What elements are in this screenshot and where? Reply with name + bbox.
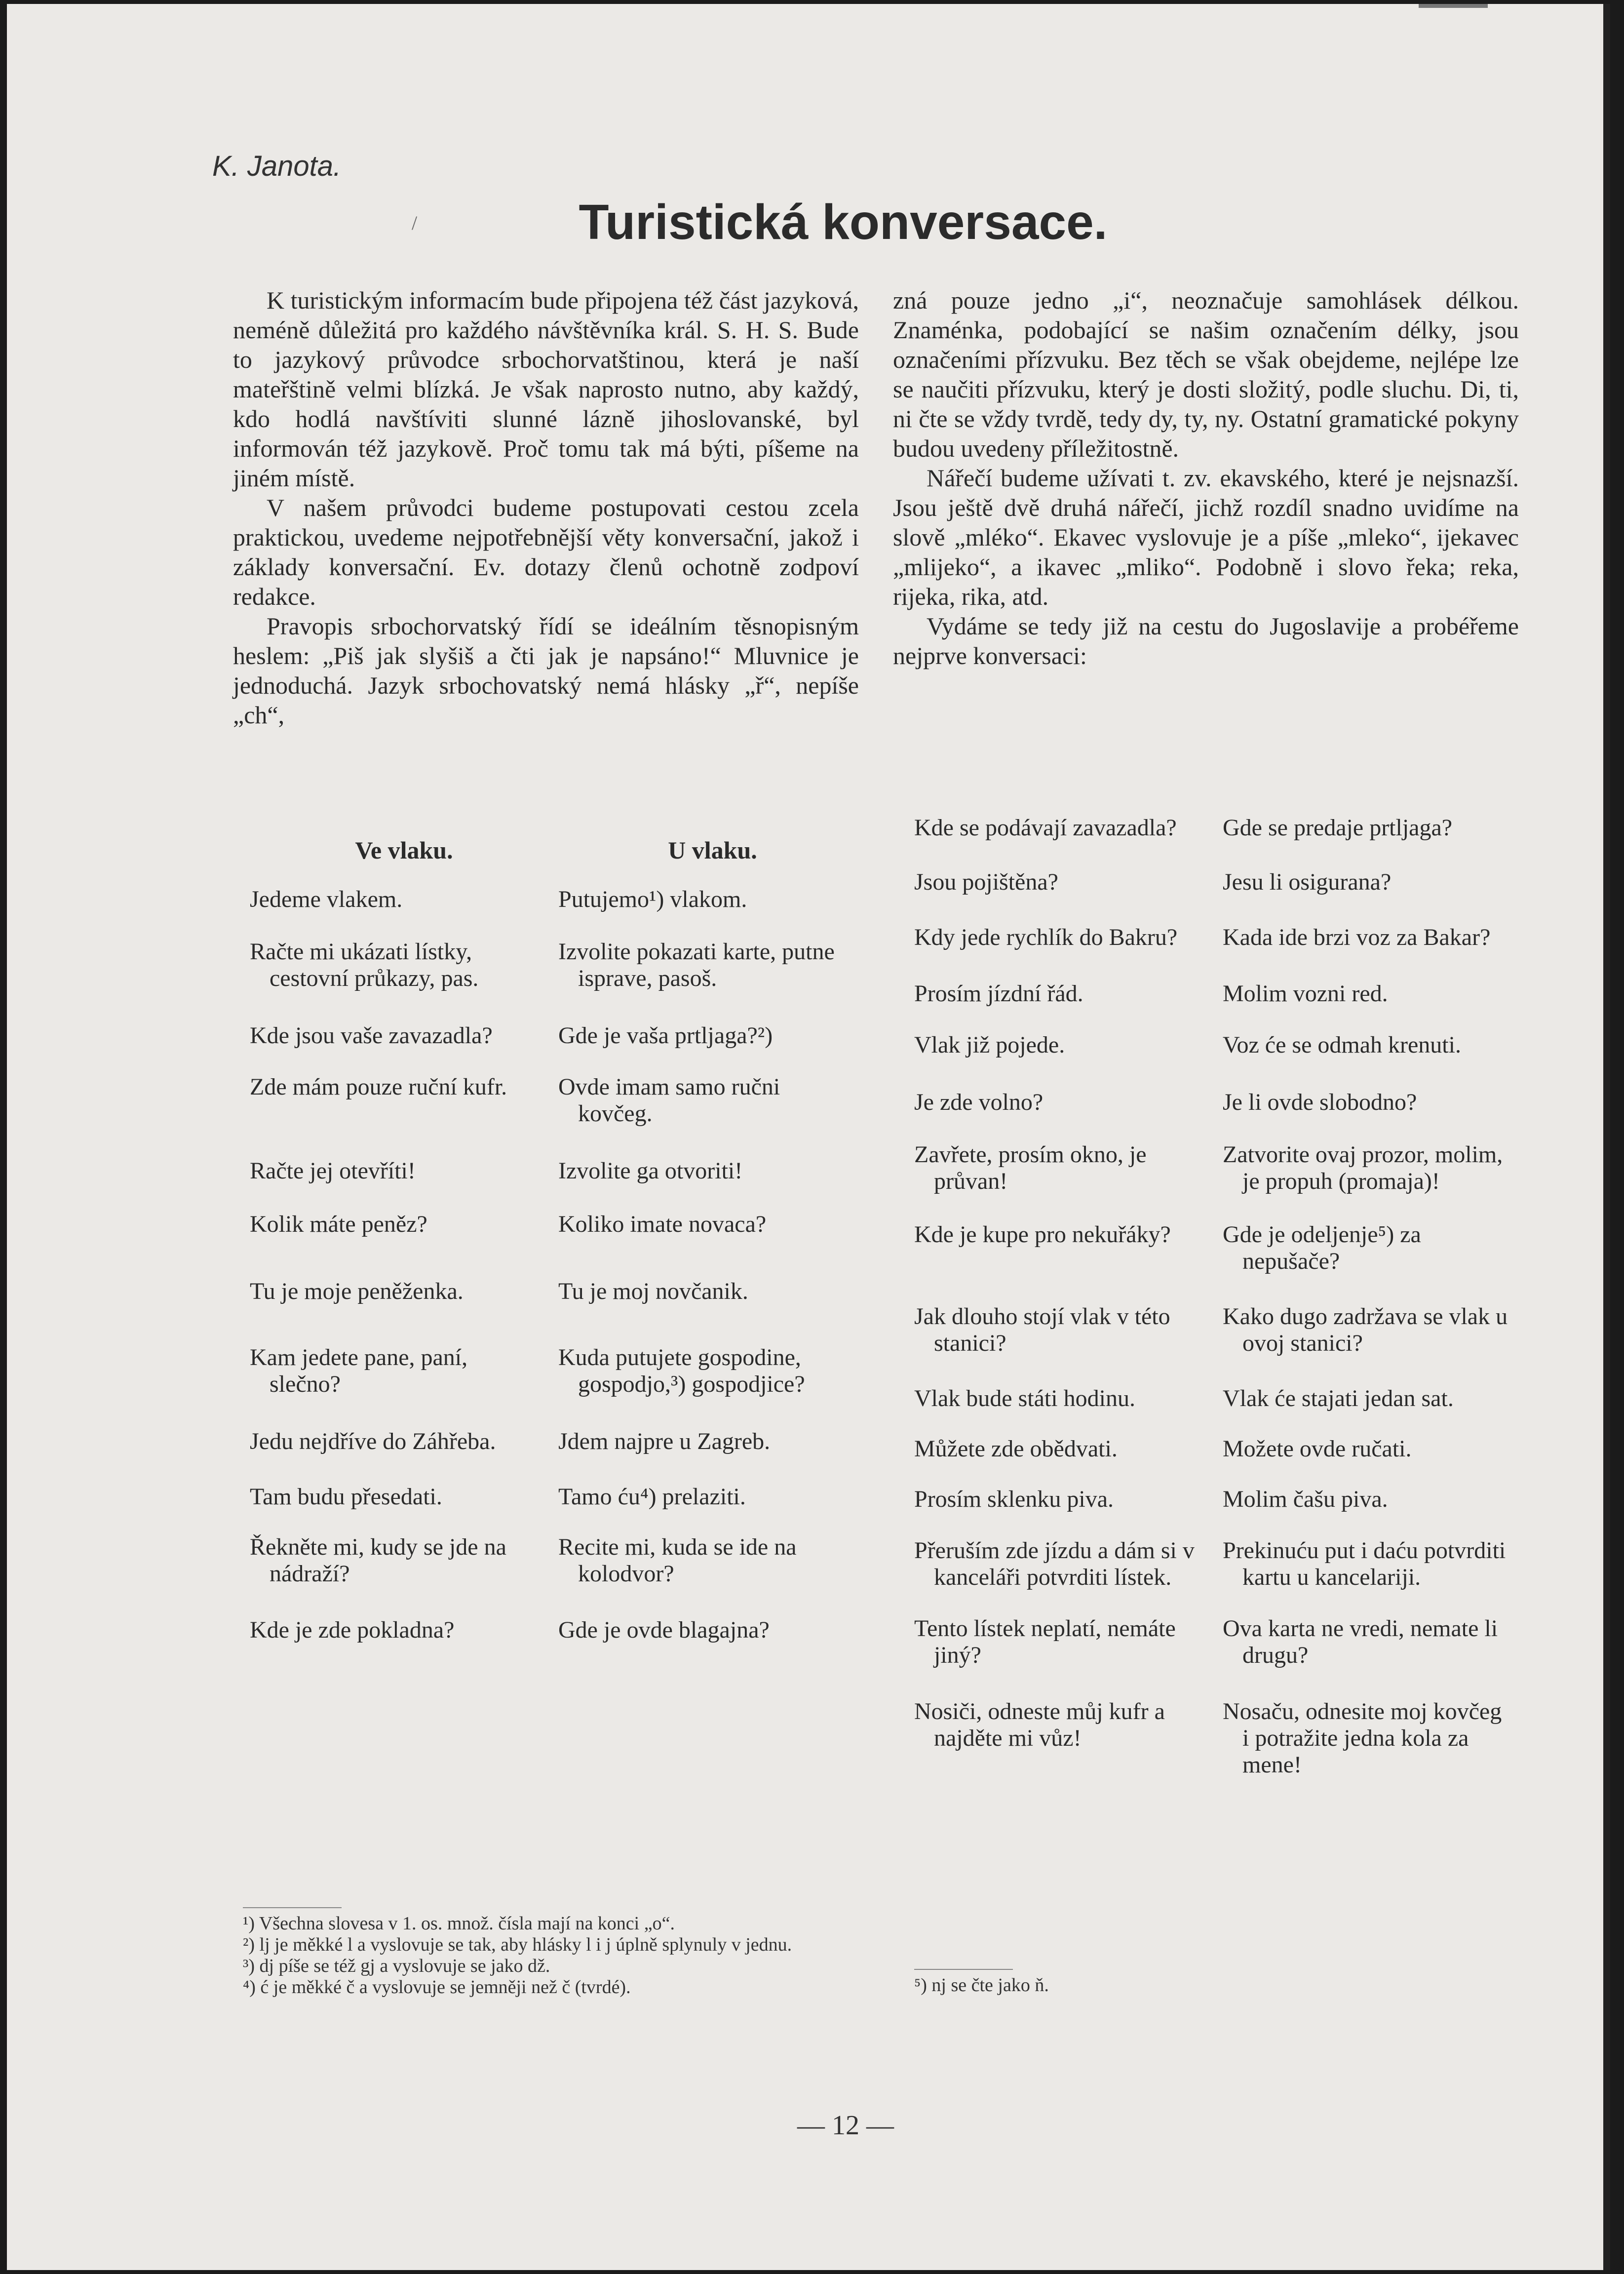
phrase-serbocroatian <box>558 886 850 913</box>
phrase-czech <box>250 1428 541 1455</box>
phrase-serbocroatian <box>1223 980 1514 1007</box>
phrase-czech <box>914 1615 1205 1669</box>
phrase-text: Je zde volno? <box>914 1089 1044 1115</box>
phrase-serbocroatian <box>558 1484 850 1510</box>
phrase-czech <box>250 1484 541 1510</box>
phrase-text: Řekněte mi, kudy se jde na nádraží? <box>250 1534 506 1587</box>
phrase-czech <box>250 1158 541 1184</box>
phrase-text: Vlak će stajati jedan sat. <box>1223 1385 1454 1411</box>
footnote: ²) lj je měkké l a vyslovuje se tak, aby hlásky l i j úplně splynuly v jednu. <box>243 1934 792 1955</box>
intro-column-2 <box>893 285 1519 670</box>
phrase-czech <box>250 1344 541 1398</box>
phrase-czech <box>914 1032 1205 1059</box>
phrase-text: Recite mi, kuda se ide na kolodvor? <box>558 1534 797 1587</box>
phrase-serbocroatian <box>558 1074 850 1127</box>
phrase-text: Kde jsou vaše zavazadla? <box>250 1022 493 1049</box>
phrase-row <box>250 1344 867 1398</box>
phrase-text: Voz će se odmah krenuti. <box>1223 1032 1461 1058</box>
paragraph: zná pouze jedno „i“, neoznačuje samohlásek délkou. Znaménka, podobající se našim označením délky, jsou označeními přízvuku. Bez těch se však obejdeme, nejlépe lze se naučiti přízvuku, který je dosti složitý, podle sluchu. Di, ti, ni čte se vždy tvrdě, tedy dy, ty, ny. Ostatní gramatické pokyny budou uvedeny příležitostně. <box>893 286 1519 462</box>
footnote-rule <box>243 1907 342 1908</box>
phrase-row <box>250 1022 867 1049</box>
phrase-serbocroatian <box>558 1344 850 1398</box>
phrase-text: Gde je vaša prtljaga?²) <box>558 1022 773 1049</box>
phrase-text: Tento lístek neplatí, nemáte jiný? <box>914 1615 1176 1668</box>
footnote-rule <box>914 1969 1013 1970</box>
phrase-czech <box>914 815 1205 841</box>
phrase-serbocroatian <box>1223 1486 1514 1513</box>
author: K. Janota. <box>212 150 342 182</box>
phrase-row <box>250 886 867 913</box>
phrase-text: Jesu li osigurana? <box>1223 869 1392 895</box>
table-header <box>250 801 867 870</box>
phrase-text: Izvolite pokazati karte, putne isprave, pasoš. <box>558 939 835 991</box>
phrase-text: Možete ovde ručati. <box>1223 1436 1412 1462</box>
phrase-serbocroatian <box>1223 1032 1514 1059</box>
phrase-row <box>250 1158 867 1184</box>
phrase-text: Molim čašu piva. <box>1223 1486 1388 1512</box>
phrase-table-left <box>250 801 867 1644</box>
footnote: ⁵) nj se čte jako ň. <box>914 1975 1049 1996</box>
phrase-text: Nosiči, odneste můj kufr a najděte mi vůz! <box>914 1698 1165 1751</box>
phrase-czech <box>250 1074 541 1127</box>
phrase-czech <box>914 1089 1205 1116</box>
phrase-text: Gde se predaje prtljaga? <box>1223 815 1453 841</box>
phrase-czech <box>914 1537 1205 1591</box>
page <box>7 4 1610 2270</box>
phrase-czech <box>250 939 541 992</box>
phrase-text: Jsou pojištěna? <box>914 869 1058 895</box>
phrase-serbocroatian <box>1223 1089 1514 1116</box>
phrase-row <box>250 1278 867 1305</box>
stray-mark: / <box>412 212 418 234</box>
footnotes-right <box>914 1969 1309 1996</box>
phrase-serbocroatian <box>558 1022 850 1049</box>
phrase-row <box>250 1428 867 1455</box>
phrase-text: Prekinuću put i daću potvrditi kartu u kancelariji. <box>1223 1537 1506 1590</box>
paragraph: V našem průvodci budeme postupovati cestou zcela praktickou, uvedeme nejpotřebnější věty konversační, jakož i základy konversační. Ev. dotazy členů ochotně zodpoví redakce. <box>233 494 859 610</box>
phrase-row <box>914 980 1531 1007</box>
phrase-row <box>914 1141 1531 1195</box>
phrase-text: Jdem najpre u Zagreb. <box>558 1428 771 1454</box>
phrase-serbocroatian <box>1223 924 1514 951</box>
phrase-row <box>250 1484 867 1510</box>
phrase-serbocroatian <box>558 1211 850 1238</box>
phrase-text: Přeruším zde jízdu a dám si v kanceláři potvrditi lístek. <box>914 1537 1195 1590</box>
phrase-row <box>250 1074 867 1127</box>
page-edge <box>1603 4 1610 2270</box>
phrase-text: Kdy jede rychlík do Bakru? <box>914 924 1178 950</box>
phrase-text: Prosím jízdní řád. <box>914 980 1083 1007</box>
phrase-row <box>250 1617 867 1644</box>
phrase-text: Kde je zde pokladna? <box>250 1617 455 1643</box>
phrase-text: Kam jedete pane, paní, slečno? <box>250 1344 468 1397</box>
phrase-text: Račte jej otevříti! <box>250 1158 416 1184</box>
phrase-czech <box>250 886 541 913</box>
paragraph: K turistickým informacím bude připojena též část jazyková, neméně důležitá pro každého návštěvníka král. S. H. S. Bude to jazykový průvodce srbochorvatštinou, která je naší mateřštině velmi blízká. Je však naprosto nutno, aby každý, kdo hodlá navštíviti slunné lázně jihoslovanské, byl informován též jazykově. Proč tomu tak má býti, píšeme na jiném místě. <box>233 286 859 492</box>
page-number: — 12 — <box>797 2110 894 2141</box>
phrase-serbocroatian <box>558 1278 850 1305</box>
footnote: ³) dj píše se též gj a vyslovuje se jako dž. <box>243 1956 550 1976</box>
phrase-text: Kada ide brzi voz za Bakar? <box>1223 924 1491 950</box>
phrase-serbocroatian <box>1223 869 1514 896</box>
phrase-table-right <box>914 790 1531 1778</box>
header-serbocroatian: U vlaku. <box>668 836 757 864</box>
phrase-text: Je li ovde slobodno? <box>1223 1089 1417 1115</box>
phrase-text: Kde je kupe pro nekuřáky? <box>914 1221 1171 1248</box>
phrase-row <box>250 1211 867 1238</box>
phrase-text: Gde je odeljenje⁵) za nepušače? <box>1223 1221 1421 1274</box>
phrase-czech <box>914 869 1205 896</box>
phrase-serbocroatian <box>1223 1303 1514 1357</box>
phrase-serbocroatian <box>1223 815 1514 841</box>
paragraph: Nářečí budeme užívati t. zv. ekavského, které je nejsnazší. Jsou ještě dvě druhá nářečí, jichž rozdíl snadno uvidíme na slově „mléko“. Ekavec vyslovuje je a píše „mleko“, ijekavec „mlijeko“, a ikavec „mliko“. Podobně i slovo řeka; reka, rijeka, rika, atd. <box>893 464 1519 610</box>
phrase-text: Kolik máte peněz? <box>250 1211 427 1237</box>
phrase-serbocroatian <box>558 1534 850 1587</box>
phrase-text: Tam budu přesedati. <box>250 1484 442 1510</box>
phrase-czech <box>914 1141 1205 1195</box>
header-czech: Ve vlaku. <box>355 836 453 864</box>
phrase-row <box>914 1303 1531 1357</box>
phrase-text: Kako dugo zadržava se vlak u ovoj stanici? <box>1223 1303 1508 1356</box>
phrase-row <box>914 1032 1531 1059</box>
scan-mark <box>1419 4 1488 8</box>
footnotes-left <box>243 1907 870 1998</box>
phrase-row <box>914 1221 1531 1275</box>
phrase-czech <box>250 1211 541 1238</box>
phrase-czech <box>914 1486 1205 1513</box>
phrase-text: Kde se podávají zavazadla? <box>914 815 1177 841</box>
phrase-czech <box>250 1022 541 1049</box>
phrase-text: Izvolite ga otvoriti! <box>558 1158 743 1184</box>
phrase-row <box>914 869 1531 896</box>
phrase-text: Zde mám pouze ruční kufr. <box>250 1074 507 1100</box>
page-title: Turistická konversace. <box>579 195 1108 250</box>
footnote: ⁴) ć je měkké č a vyslovuje se jemněji než č (tvrdé). <box>243 1977 631 1998</box>
phrase-row <box>914 1089 1531 1116</box>
paragraph: Vydáme se tedy již na cestu do Jugoslavije a probéřeme nejprve konversaci: <box>893 612 1519 669</box>
phrase-serbocroatian <box>558 1617 850 1644</box>
phrase-czech <box>250 1617 541 1644</box>
phrase-serbocroatian <box>1223 1436 1514 1462</box>
phrase-text: Tu je moj novčanik. <box>558 1278 748 1304</box>
phrase-text: Jak dlouho stojí vlak v této stanici? <box>914 1303 1170 1356</box>
phrase-serbocroatian <box>1223 1537 1514 1591</box>
footnote: ¹) Všechna slovesa v 1. os. množ. čísla mají na konci „o“. <box>243 1913 675 1934</box>
phrase-text: Můžete zde obědvati. <box>914 1436 1118 1462</box>
phrase-text: Vlak bude státi hodinu. <box>914 1385 1135 1411</box>
phrase-czech <box>914 1436 1205 1462</box>
phrase-serbocroatian <box>1223 1615 1514 1669</box>
phrase-serbocroatian <box>1223 1221 1514 1275</box>
phrase-row <box>914 1385 1531 1412</box>
phrase-text: Nosaču, odnesite moj kovčeg i potražite jedna kola za mene! <box>1223 1698 1502 1778</box>
phrase-serbocroatian <box>1223 1698 1514 1778</box>
phrase-text: Zatvorite ovaj prozor, molim, je propuh (promaja)! <box>1223 1141 1503 1194</box>
phrase-text: Kuda putujete gospodine, gospodjo,³) gospodjice? <box>558 1344 805 1397</box>
phrase-row <box>914 1698 1531 1778</box>
phrase-row <box>914 1486 1531 1513</box>
phrase-text: Zavřete, prosím okno, je průvan! <box>914 1141 1147 1194</box>
phrase-text: Gde je ovde blagajna? <box>558 1617 770 1643</box>
phrase-serbocroatian <box>558 1158 850 1184</box>
phrase-text: Vlak již pojede. <box>914 1032 1065 1058</box>
phrase-czech <box>914 1698 1205 1778</box>
phrase-serbocroatian <box>558 939 850 992</box>
phrase-serbocroatian <box>1223 1141 1514 1195</box>
phrase-row <box>250 939 867 992</box>
phrase-czech <box>914 980 1205 1007</box>
phrase-text: Molim vozni red. <box>1223 980 1388 1007</box>
intro-column-1 <box>233 285 859 730</box>
phrase-czech <box>914 924 1205 951</box>
phrase-czech <box>914 1221 1205 1275</box>
phrase-text: Tu je moje peněženka. <box>250 1278 464 1304</box>
phrase-serbocroatian <box>558 1428 850 1455</box>
phrase-text: Ova karta ne vredi, nemate li drugu? <box>1223 1615 1498 1668</box>
paragraph: Pravopis srbochorvatský řídí se ideálním těsnopisným heslem: „Piš jak slyšiš a čti jak je napsáno!“ Mluvnice je jednoduchá. Jazyk srbochovatský nemá hlásky „ř“, nepíše „ch“, <box>233 612 859 729</box>
phrase-text: Koliko imate novaca? <box>558 1211 767 1237</box>
phrase-text: Tamo ću⁴) prelaziti. <box>558 1484 746 1510</box>
phrase-row <box>914 1436 1531 1462</box>
phrase-text: Račte mi ukázati lístky, cestovní průkazy, pas. <box>250 939 479 991</box>
phrase-text: Jedu nejdříve do Záhřeba. <box>250 1428 496 1454</box>
phrase-czech <box>914 1303 1205 1357</box>
phrase-czech <box>914 1385 1205 1412</box>
phrase-czech <box>250 1534 541 1587</box>
phrase-text: Prosím sklenku piva. <box>914 1486 1114 1512</box>
phrase-text: Jedeme vlakem. <box>250 886 403 912</box>
phrase-text: Putujemo¹) vlakom. <box>558 886 747 912</box>
phrase-row <box>250 1534 867 1587</box>
phrase-row <box>914 1537 1531 1591</box>
phrase-serbocroatian <box>1223 1385 1514 1412</box>
phrase-row <box>914 1615 1531 1669</box>
phrase-czech <box>250 1278 541 1305</box>
phrase-row <box>914 924 1531 951</box>
phrase-row <box>914 815 1531 841</box>
phrase-text: Ovde imam samo ručni kovčeg. <box>558 1074 780 1127</box>
